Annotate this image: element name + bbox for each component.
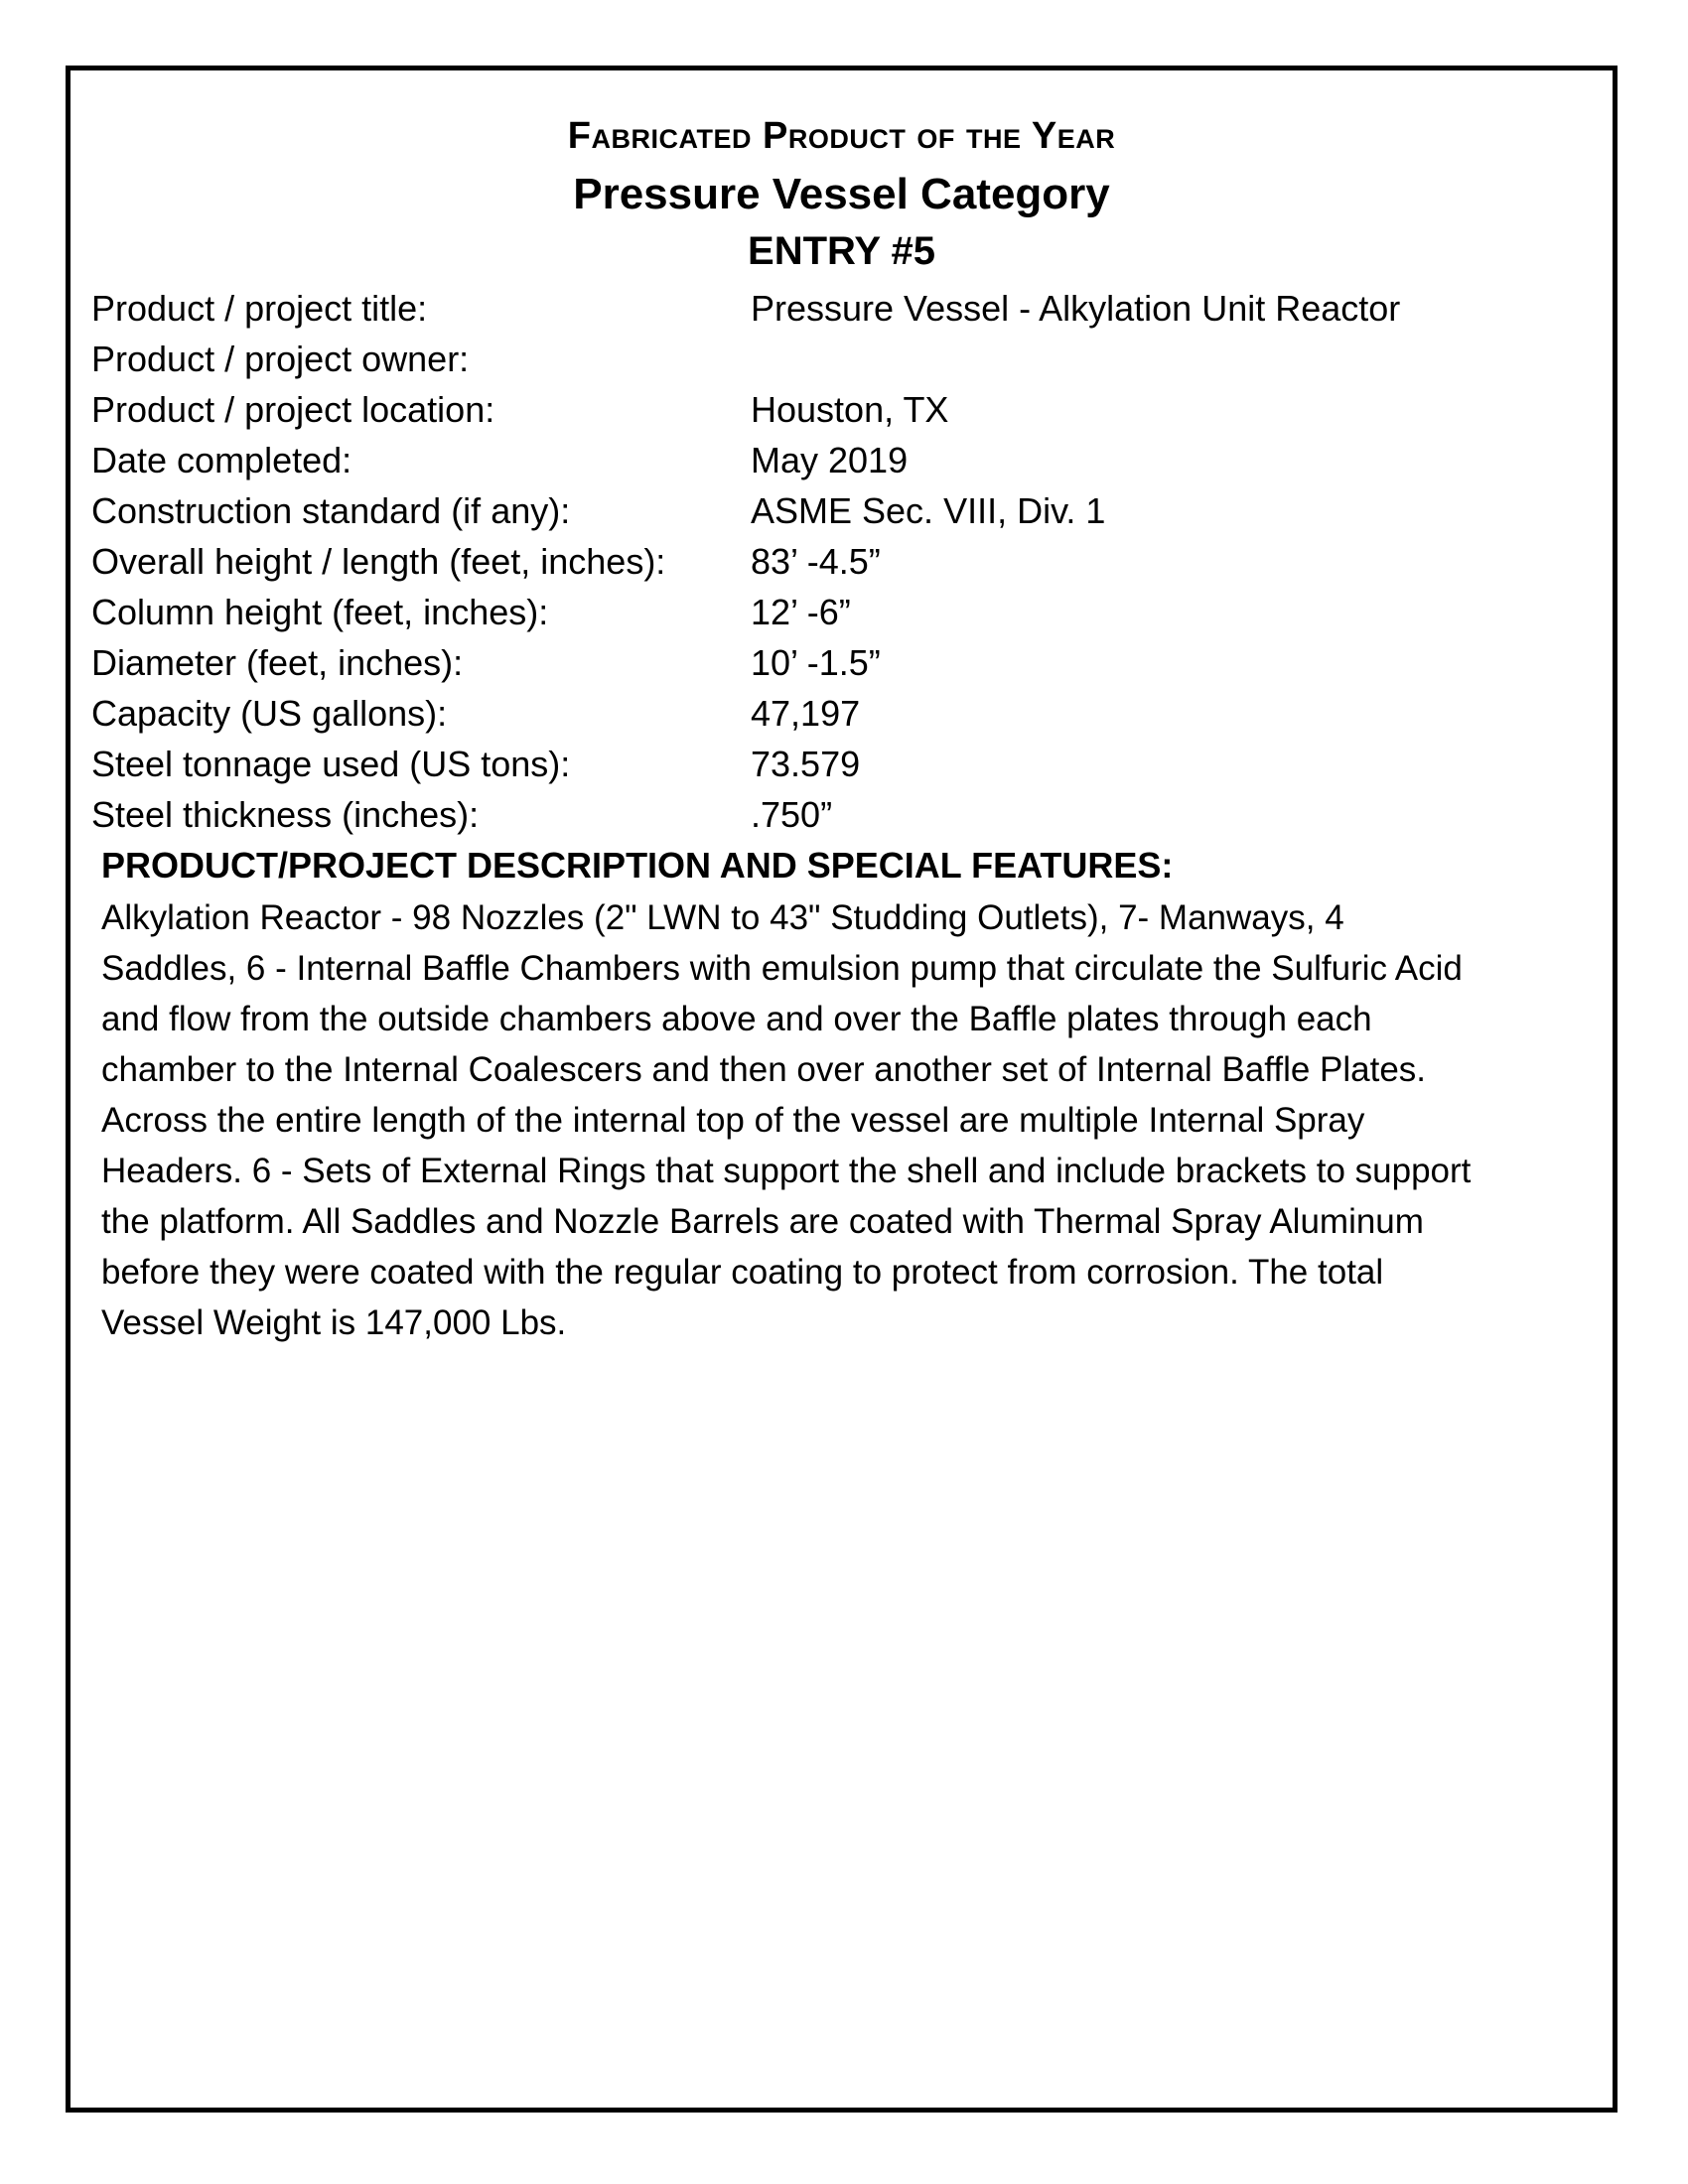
field-value: .750” — [751, 793, 833, 835]
description-line: Saddles, 6 - Internal Baffle Chambers with emulsion pump that circulate the Sulfuric Acid — [101, 949, 1463, 988]
description-line: Vessel Weight is 147,000 Lbs. — [101, 1303, 567, 1342]
description-line: Alkylation Reactor - 98 Nozzles (2" LWN to 43" Studding Outlets), 7- Manways, 4 — [101, 898, 1344, 937]
description-line: before they were coated with the regular coating to protect from corrosion. The total — [101, 1253, 1384, 1292]
field-value: 83’ -4.5” — [751, 540, 881, 582]
field-label: Product / project owner: — [91, 338, 470, 379]
description-line: Across the entire length of the internal top of the vessel are multiple Internal Spray — [101, 1101, 1365, 1140]
field-row-capacity — [91, 688, 1581, 739]
field-value: 10’ -1.5” — [751, 641, 881, 683]
field-row-column-height — [91, 587, 1581, 637]
description-line: Headers. 6 - Sets of External Rings that support the shell and include brackets to support — [101, 1152, 1472, 1190]
field-label: Product / project title: — [91, 287, 428, 329]
field-value: 12’ -6” — [751, 591, 851, 632]
field-label: Steel thickness (inches): — [91, 793, 480, 835]
field-row-standard — [91, 485, 1581, 536]
field-value: ASME Sec. VIII, Div. 1 — [751, 489, 1106, 531]
field-label: Date completed: — [91, 439, 352, 480]
field-value: May 2019 — [751, 439, 909, 480]
field-row-date — [91, 435, 1581, 485]
field-label: Steel tonnage used (US tons): — [91, 743, 571, 784]
field-label: Diameter (feet, inches): — [91, 641, 464, 683]
category-title: Pressure Vessel Category — [573, 170, 1110, 218]
field-row-tonnage — [91, 739, 1581, 789]
field-row-diameter — [91, 637, 1581, 688]
field-label: Capacity (US gallons): — [91, 692, 448, 734]
page-border — [66, 66, 1618, 2113]
field-label: Column height (feet, inches): — [91, 591, 549, 632]
field-row-thickness — [91, 789, 1581, 840]
field-row-overall-height — [91, 536, 1581, 587]
field-value: Houston, TX — [751, 388, 949, 430]
field-value: 47,197 — [751, 692, 861, 734]
description-line: the platform. All Saddles and Nozzle Barrels are coated with Thermal Spray Aluminum — [101, 1202, 1424, 1241]
description-body — [101, 892, 1601, 1348]
field-label: Overall height / length (feet, inches): — [91, 540, 666, 582]
field-row-title — [91, 283, 1581, 334]
field-label: Product / project location: — [91, 388, 495, 430]
field-label: Construction standard (if any): — [91, 489, 571, 531]
description-line: chamber to the Internal Coalescers and then over another set of Internal Baffle Plates. — [101, 1050, 1427, 1089]
field-row-owner — [91, 334, 1581, 384]
field-row-location — [91, 384, 1581, 435]
field-value: Pressure Vessel - Alkylation Unit Reactor — [751, 287, 1401, 329]
entry-number: ENTRY #5 — [748, 229, 935, 273]
description-heading: PRODUCT/PROJECT DESCRIPTION AND SPECIAL FEATURES: — [101, 845, 1174, 886]
project-fields — [91, 283, 1581, 840]
description-line: and flow from the outside chambers above and over the Baffle plates through each — [101, 1000, 1372, 1038]
field-value: 73.579 — [751, 743, 861, 784]
award-title: Fabricated Product of the Year — [567, 115, 1116, 157]
